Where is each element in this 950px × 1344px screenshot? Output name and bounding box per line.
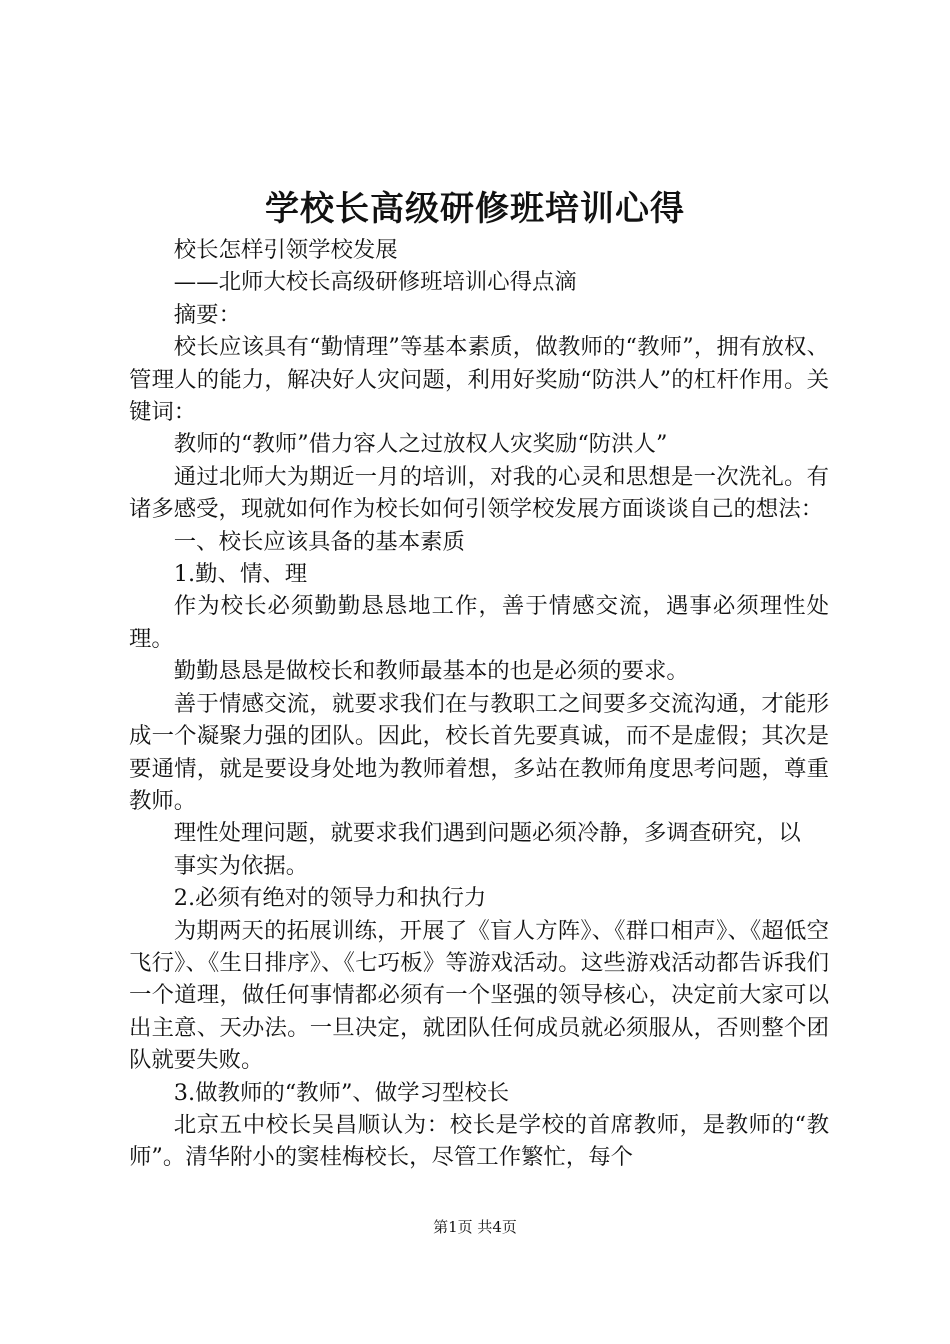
abstract-label: 摘要： [173,301,241,328]
document-body [129,234,829,1174]
paragraph: 校长应该具有“勤情理”等基本素质，做教师的“教师”，拥有放权、管理人的能力，解决好人灾问题，利用好奖励“防洪人”的杠杆作用。关键词： [129,334,829,426]
keywords: 教师的“教师”借力容人之过放权人灾奖励“防洪人” [173,431,668,458]
paragraph: 为期两天的拓展训练，开展了《盲人方阵》、《群口相声》、《超低空飞行》、《生日排序》、《七巧板》等游戏活动。这些游戏活动都告诉我们一个道理，做任何事情都必须有一个坚强的领导核心，决定前大家可以出主意、天办法。一旦决定，就团队任何成员就必须服从，否则整个团队就要失败。 [129,917,829,1074]
section-heading: 一、校长应该具备的基本素质 [173,528,465,555]
paragraph: 通过北师大为期近一月的培训，对我的心灵和思想是一次洗礼。有诸多感受，现就如何作为校长如何引领学校发展方面谈谈自己的想法： [129,463,829,523]
paragraph: 作为校长必须勤勤恳恳地工作，善于情感交流，遇事必须理性处理。 [129,593,829,652]
subtitle: 校长怎样引领学校发展 [173,237,398,263]
page-footer: 第1页 共4页 [433,1218,517,1236]
paragraph: 善于情感交流，就要求我们在与教职工之间要多交流沟通，才能形成一个凝聚力强的团队。因此，校长首先要真诚，而不是虚假；其次是要通情，就是要设身处地为教师着想，多站在教师角度思考问题，尊重教师。 [129,690,829,814]
paragraph: 勤勤恳恳是做校长和教师最基本的也是必须的要求。 [173,658,689,685]
paragraph: 北京五中校长吴昌顺认为：校长是学校的首席教师，是教师的“教师”。清华附小的窦桂梅校长，尽管工作繁忙，每个 [129,1111,829,1171]
subtitle-line: ——北师大校长高级研修班培训心得点滴 [173,269,577,296]
paragraph: 理性处理问题，就要求我们遇到问题必须冷静，多调查研究，以 [173,820,801,847]
subsection-heading: 2.必须有绝对的领导力和执行力 [173,885,487,912]
subsection-heading: 3.做教师的“教师”、做学习型校长 [173,1079,510,1106]
subsection-heading: 1.勤、情、理 [173,561,308,588]
document-title: 学校长高级研修班培训心得 [265,189,685,229]
paragraph: 事实为依据。 [173,852,309,879]
